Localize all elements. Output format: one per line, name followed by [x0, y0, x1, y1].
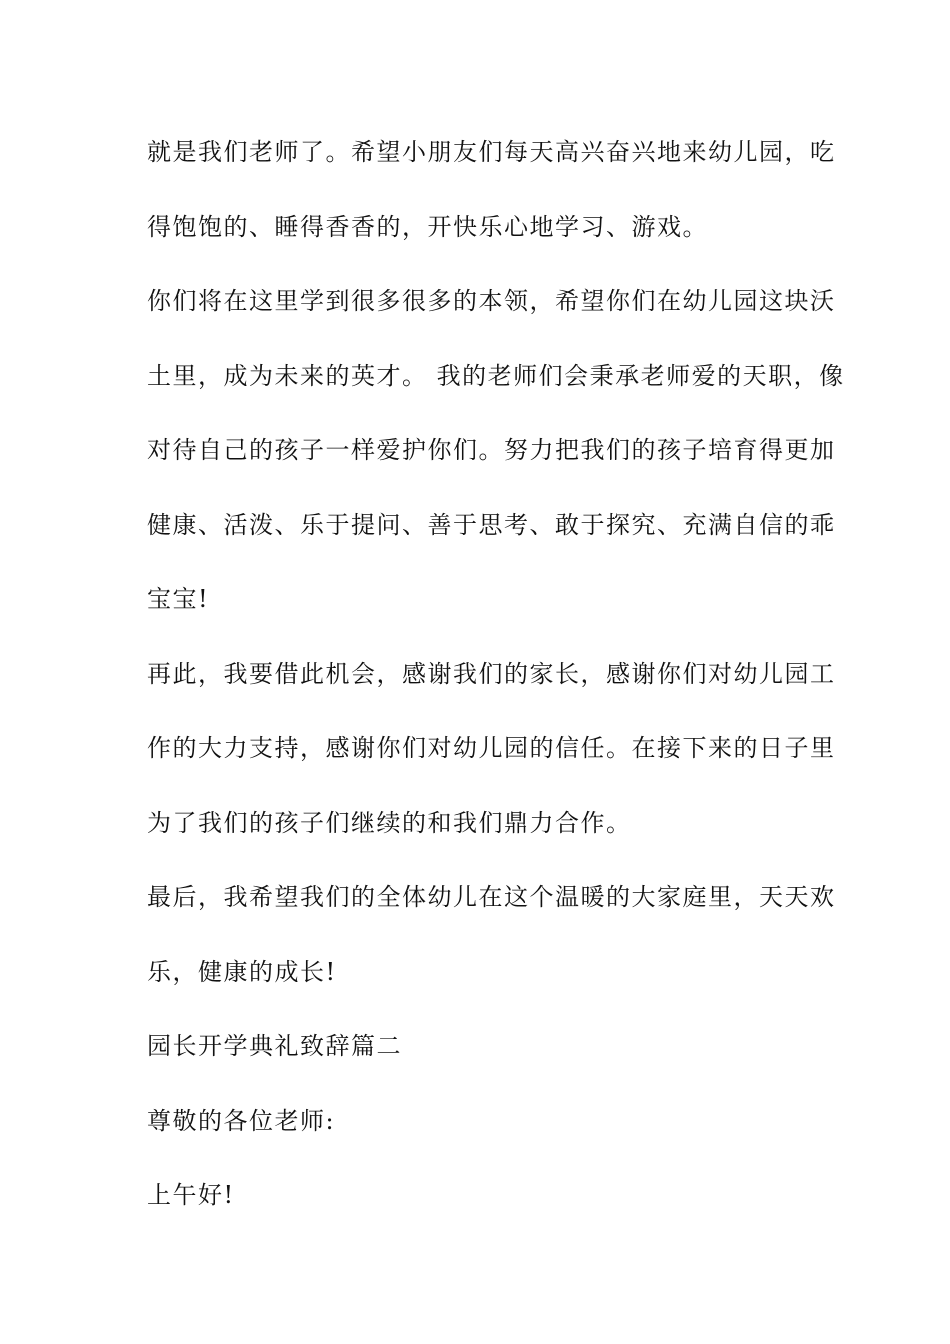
- text-line: 对待自己的孩子一样爱护你们。努力把我们的孩子培育得更加: [147, 436, 836, 464]
- text-line: 你们将在这里学到很多很多的本领，希望你们在幼儿园这块沃: [147, 287, 836, 315]
- greeting: 上午好!: [147, 1181, 235, 1209]
- text-line: 作的大力支持，感谢你们对幼儿园的信任。在接下来的日子里: [147, 734, 836, 762]
- text-line: 再此，我要借此机会，感谢我们的家长，感谢你们对幼儿园工: [147, 660, 836, 688]
- text-line: 乐，健康的成长!: [147, 958, 337, 986]
- text-line: 宝宝!: [147, 585, 210, 613]
- text-line: 就是我们老师了。希望小朋友们每天高兴奋兴地来幼儿园，吃: [147, 138, 836, 166]
- text-line: 土里，成为未来的英才。 我的老师们会秉承老师爱的天职，像: [147, 362, 845, 390]
- text-line: 得饱饱的、睡得香香的，开快乐心地学习、游戏。: [147, 213, 708, 241]
- text-line: 健康、活泼、乐于提问、善于思考、敢于探究、充满自信的乖: [147, 511, 836, 539]
- salutation: 尊敬的各位老师:: [147, 1107, 336, 1135]
- text-line: 为了我们的孩子们继续的和我们鼎力合作。: [147, 809, 632, 837]
- section-heading: 园长开学典礼致辞篇二: [147, 1032, 402, 1060]
- text-line: 最后，我希望我们的全体幼儿在这个温暖的大家庭里，天天欢: [147, 883, 836, 911]
